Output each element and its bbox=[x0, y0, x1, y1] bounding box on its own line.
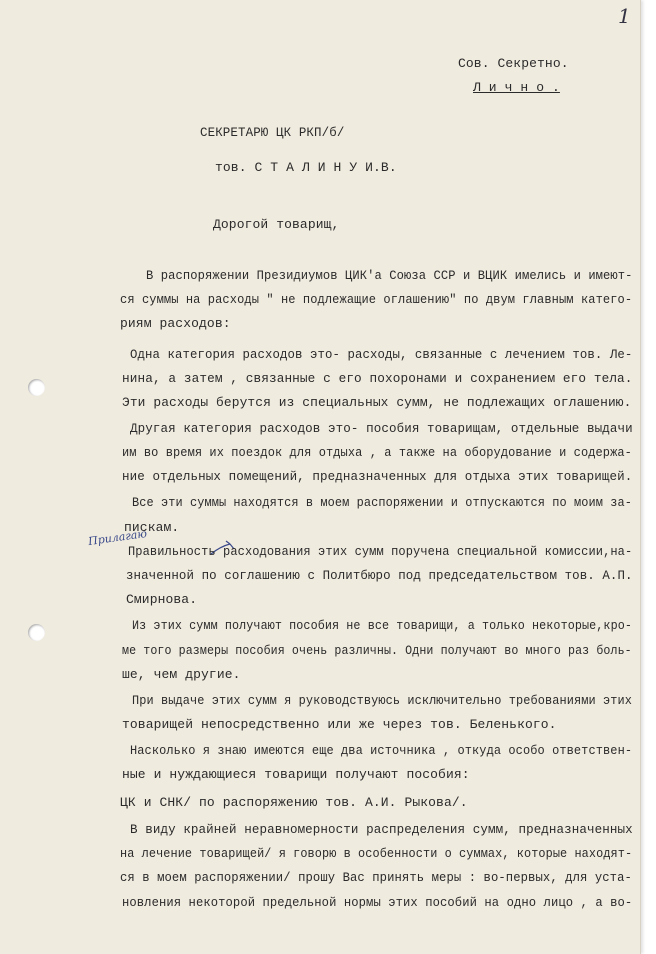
body-line: ние отдельных помещений, предназначенных для отдыха этих товарищей. bbox=[122, 469, 633, 484]
addressee-name: тов. С Т А Л И Н У И.В. bbox=[215, 160, 397, 175]
classification-secret: Сов. Секретно. bbox=[458, 56, 569, 71]
handwritten-note: Прилагаю bbox=[87, 526, 148, 549]
body-line: Эти расходы берутся из специальных сумм, не подлежащих оглашению. bbox=[122, 395, 632, 410]
body-line: Насколько я знаю имеются еще два источника , откуда особо ответствен- bbox=[130, 743, 633, 758]
addressee-title: СЕКРЕТАРЮ ЦК РКП/б/ bbox=[200, 126, 345, 140]
body-line: Одна категория расходов это- расходы, связанные с лечением тов. Ле- bbox=[130, 347, 633, 362]
body-line: риям расходов: bbox=[120, 316, 231, 331]
body-line: новления некоторой предельной нормы этих пособий на одно лицо , а во- bbox=[122, 895, 633, 910]
classification-personal: Л и ч н о . bbox=[473, 80, 560, 95]
body-line: ме того размеры пособия очень различны. Одни получают во много раз боль- bbox=[122, 643, 632, 658]
greeting: Дорогой товарищ, bbox=[213, 217, 340, 232]
body-line: При выдаче этих сумм я руководствуюсь исключительно требованиями этих bbox=[132, 693, 632, 708]
body-line: ся суммы на расходы " не подлежащие оглашению" по двум главным катего- bbox=[120, 292, 633, 307]
body-line: значенной по соглашению с Политбюро под председательством тов. А.П. bbox=[126, 568, 633, 583]
body-line: Другая категория расходов это- пособия товарищам, отдельные выдачи bbox=[130, 421, 633, 436]
body-line: Смирнова. bbox=[126, 592, 198, 607]
body-line: ше, чем другие. bbox=[122, 667, 241, 682]
body-line: Все эти суммы находятся в моем распоряжении и отпускаются по моим за- bbox=[132, 495, 632, 510]
body-line: пискам. bbox=[124, 520, 180, 535]
punch-hole bbox=[28, 379, 45, 396]
body-line: на лечение товарищей/ я говорю в особенности о суммах, которые находят- bbox=[120, 846, 633, 861]
body-line: ЦК и СНК/ по распоряжению тов. А.И. Рыкова/. bbox=[120, 795, 468, 810]
body-line: В распоряжении Президиумов ЦИК'а Союза ССР и ВЦИК имелись и имеют- bbox=[146, 268, 633, 283]
body-line: товарищей непосредственно или же через тов. Беленького. bbox=[122, 717, 557, 732]
body-line: Правильность расходования этих сумм поручена специальной комиссии,на- bbox=[128, 544, 633, 559]
body-line: Из этих сумм получают пособия не все товарищи, а только некоторые,кро- bbox=[132, 618, 632, 633]
body-line: ся в моем распоряжении/ прошу Вас принять меры : во-первых, для уста- bbox=[120, 870, 632, 885]
page-number: 1 bbox=[618, 4, 631, 28]
body-line: ные и нуждающиеся товарищи получают пособия: bbox=[122, 767, 470, 782]
body-line: им во время их поездок для отдыха , а также на оборудование и содержа- bbox=[122, 445, 632, 460]
body-line: В виду крайней неравномерности распределения сумм, предназначенных bbox=[130, 822, 633, 837]
punch-hole bbox=[28, 624, 45, 641]
body-line: нина, а затем , связанные с его похоронами и сохранением его тела. bbox=[122, 371, 633, 386]
